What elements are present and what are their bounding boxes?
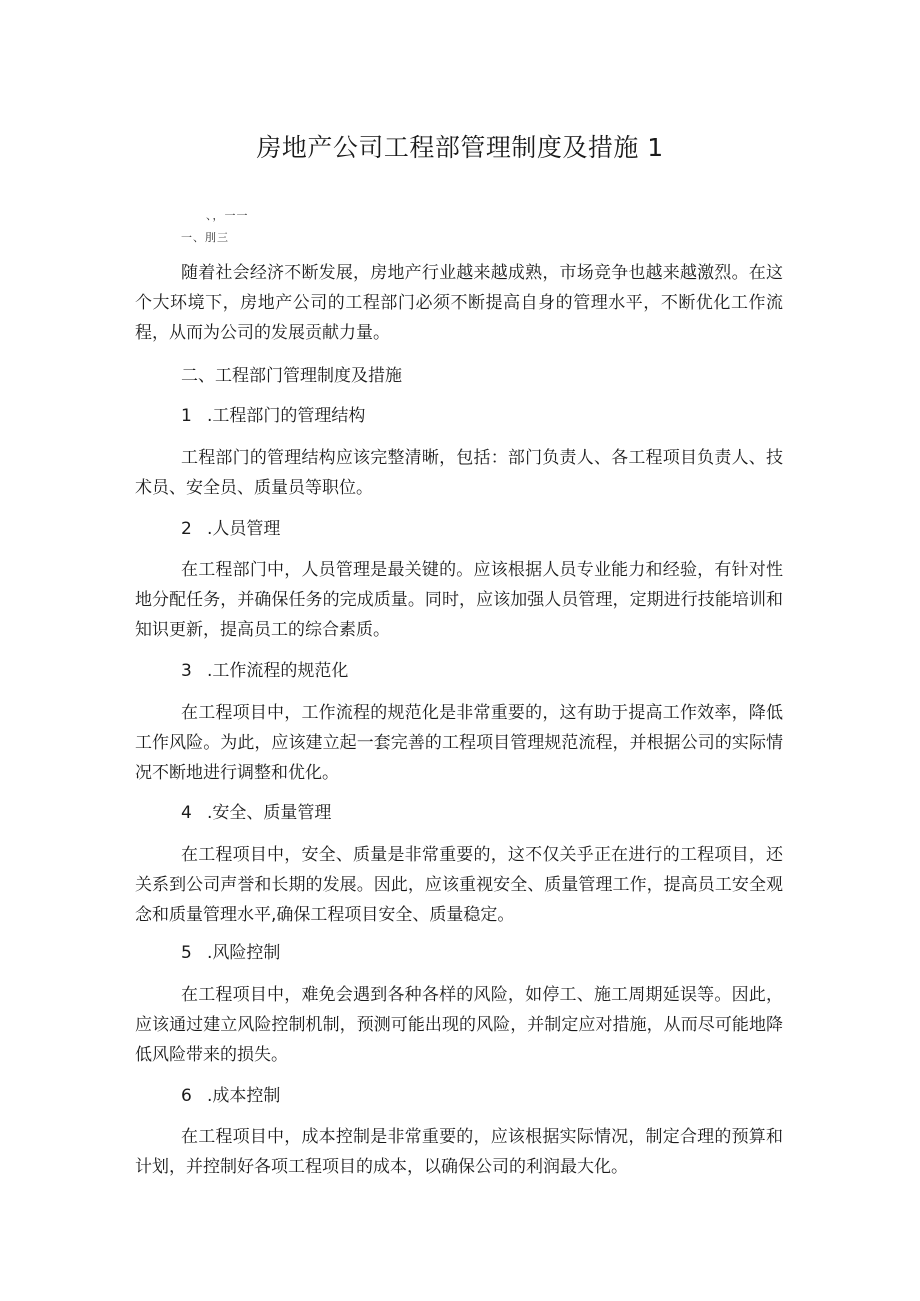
subsection-paragraph: 工程部门的管理结构应该完整清晰，包括：部门负责人、各工程项目负责人、技术员、安全员、质量员等职位。 bbox=[135, 448, 783, 498]
subsection-number: 3 bbox=[181, 661, 192, 681]
subsection-title: .人员管理 bbox=[207, 519, 281, 539]
subsection-number: 1 bbox=[181, 406, 192, 426]
subsection-heading bbox=[181, 656, 348, 686]
subsection-paragraph: 在工程项目中，工作流程的规范化是非常重要的，这有助于提高工作效率，降低工作风险。为此，应该建立起一套完善的工程项目管理规范流程，并根据公司的实际情况不断地进行调整和优化。 bbox=[135, 703, 783, 783]
subsection-title: .成本控制 bbox=[207, 1086, 281, 1106]
subsection-title: .风险控制 bbox=[207, 943, 281, 963]
subsection-title: .安全、质量管理 bbox=[207, 803, 332, 823]
scan-artifact-text: 、，一一 bbox=[206, 209, 249, 222]
subsection-number: 5 bbox=[181, 943, 192, 963]
subsection-heading bbox=[181, 938, 280, 968]
intro-paragraph: 随着社会经济不断发展，房地产行业越来越成熟，市场竞争也越来越激烈。在这个大环境下，房地产公司的工程部门必须不断提高自身的管理水平，不断优化工作流程，从而为公司的发展贡献力量。 bbox=[135, 263, 783, 343]
subsection-heading bbox=[181, 401, 365, 431]
subsection-title: .工作流程的规范化 bbox=[207, 661, 349, 681]
subsection-title: .工程部门的管理结构 bbox=[207, 406, 366, 426]
subsection-heading bbox=[181, 1081, 280, 1111]
subsection-paragraph: 在工程项目中，难免会遇到各种各样的风险，如停工、施工周期延误等。因此，应该通过建立风险控制机制，预测可能出现的风险，并制定应对措施，从而尽可能地降低风险带来的损失。 bbox=[135, 985, 783, 1065]
subsection-paragraph: 在工程项目中，安全、质量是非常重要的，这不仅关乎正在进行的工程项目，还关系到公司声誉和长期的发展。因此，应该重视安全、质量管理工作，提高员工安全观念和质量管理水平,确保工程项目安全、质量稳定。 bbox=[135, 845, 783, 925]
subsection-heading bbox=[181, 514, 280, 544]
document-title: 房地产公司工程部管理制度及措施 1 bbox=[256, 133, 664, 162]
subsection-heading bbox=[181, 798, 331, 828]
subsection-paragraph: 在工程项目中，成本控制是非常重要的，应该根据实际情况，制定合理的预算和计划，并控制好各项工程项目的成本，以确保公司的利润最大化。 bbox=[135, 1127, 783, 1177]
subsection-number: 6 bbox=[181, 1086, 192, 1106]
subsection-number: 4 bbox=[181, 803, 192, 823]
subsection-paragraph: 在工程部门中，人员管理是最关键的。应该根据人员专业能力和经验，有针对性地分配任务，并确保任务的完成质量。同时，应该加强人员管理，定期进行技能培训和知识更新，提高员工的综合素质。 bbox=[135, 560, 783, 640]
subsection-number: 2 bbox=[181, 519, 192, 539]
scan-artifact-heading: 一、刖三 bbox=[181, 231, 229, 244]
section-heading: 二、工程部门管理制度及措施 bbox=[181, 366, 402, 386]
